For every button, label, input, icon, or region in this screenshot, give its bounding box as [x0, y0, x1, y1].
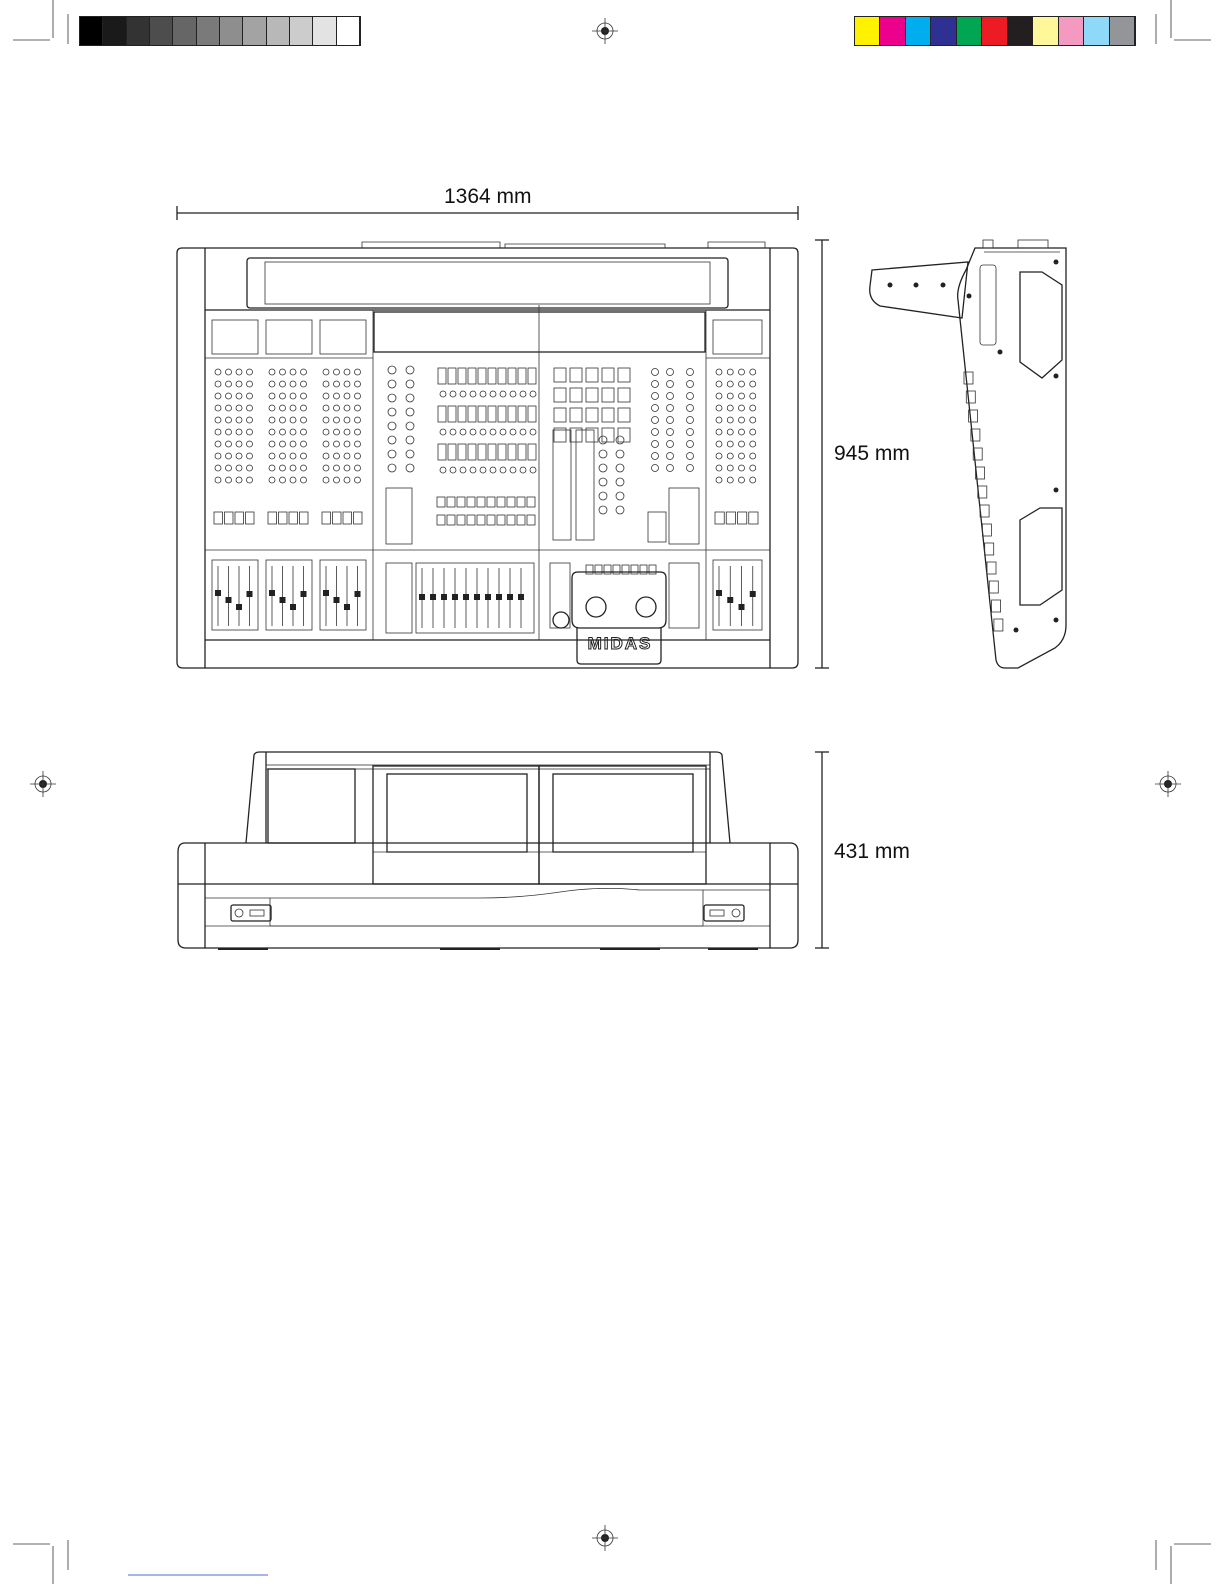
depth-dimension-label: 945 mm	[834, 442, 910, 465]
registration-target-icon	[592, 1525, 618, 1551]
brand-logo: MIDAS	[587, 634, 653, 653]
width-dimension-label: 1364 mm	[444, 185, 532, 208]
height-dimension-label: 431 mm	[834, 840, 910, 863]
